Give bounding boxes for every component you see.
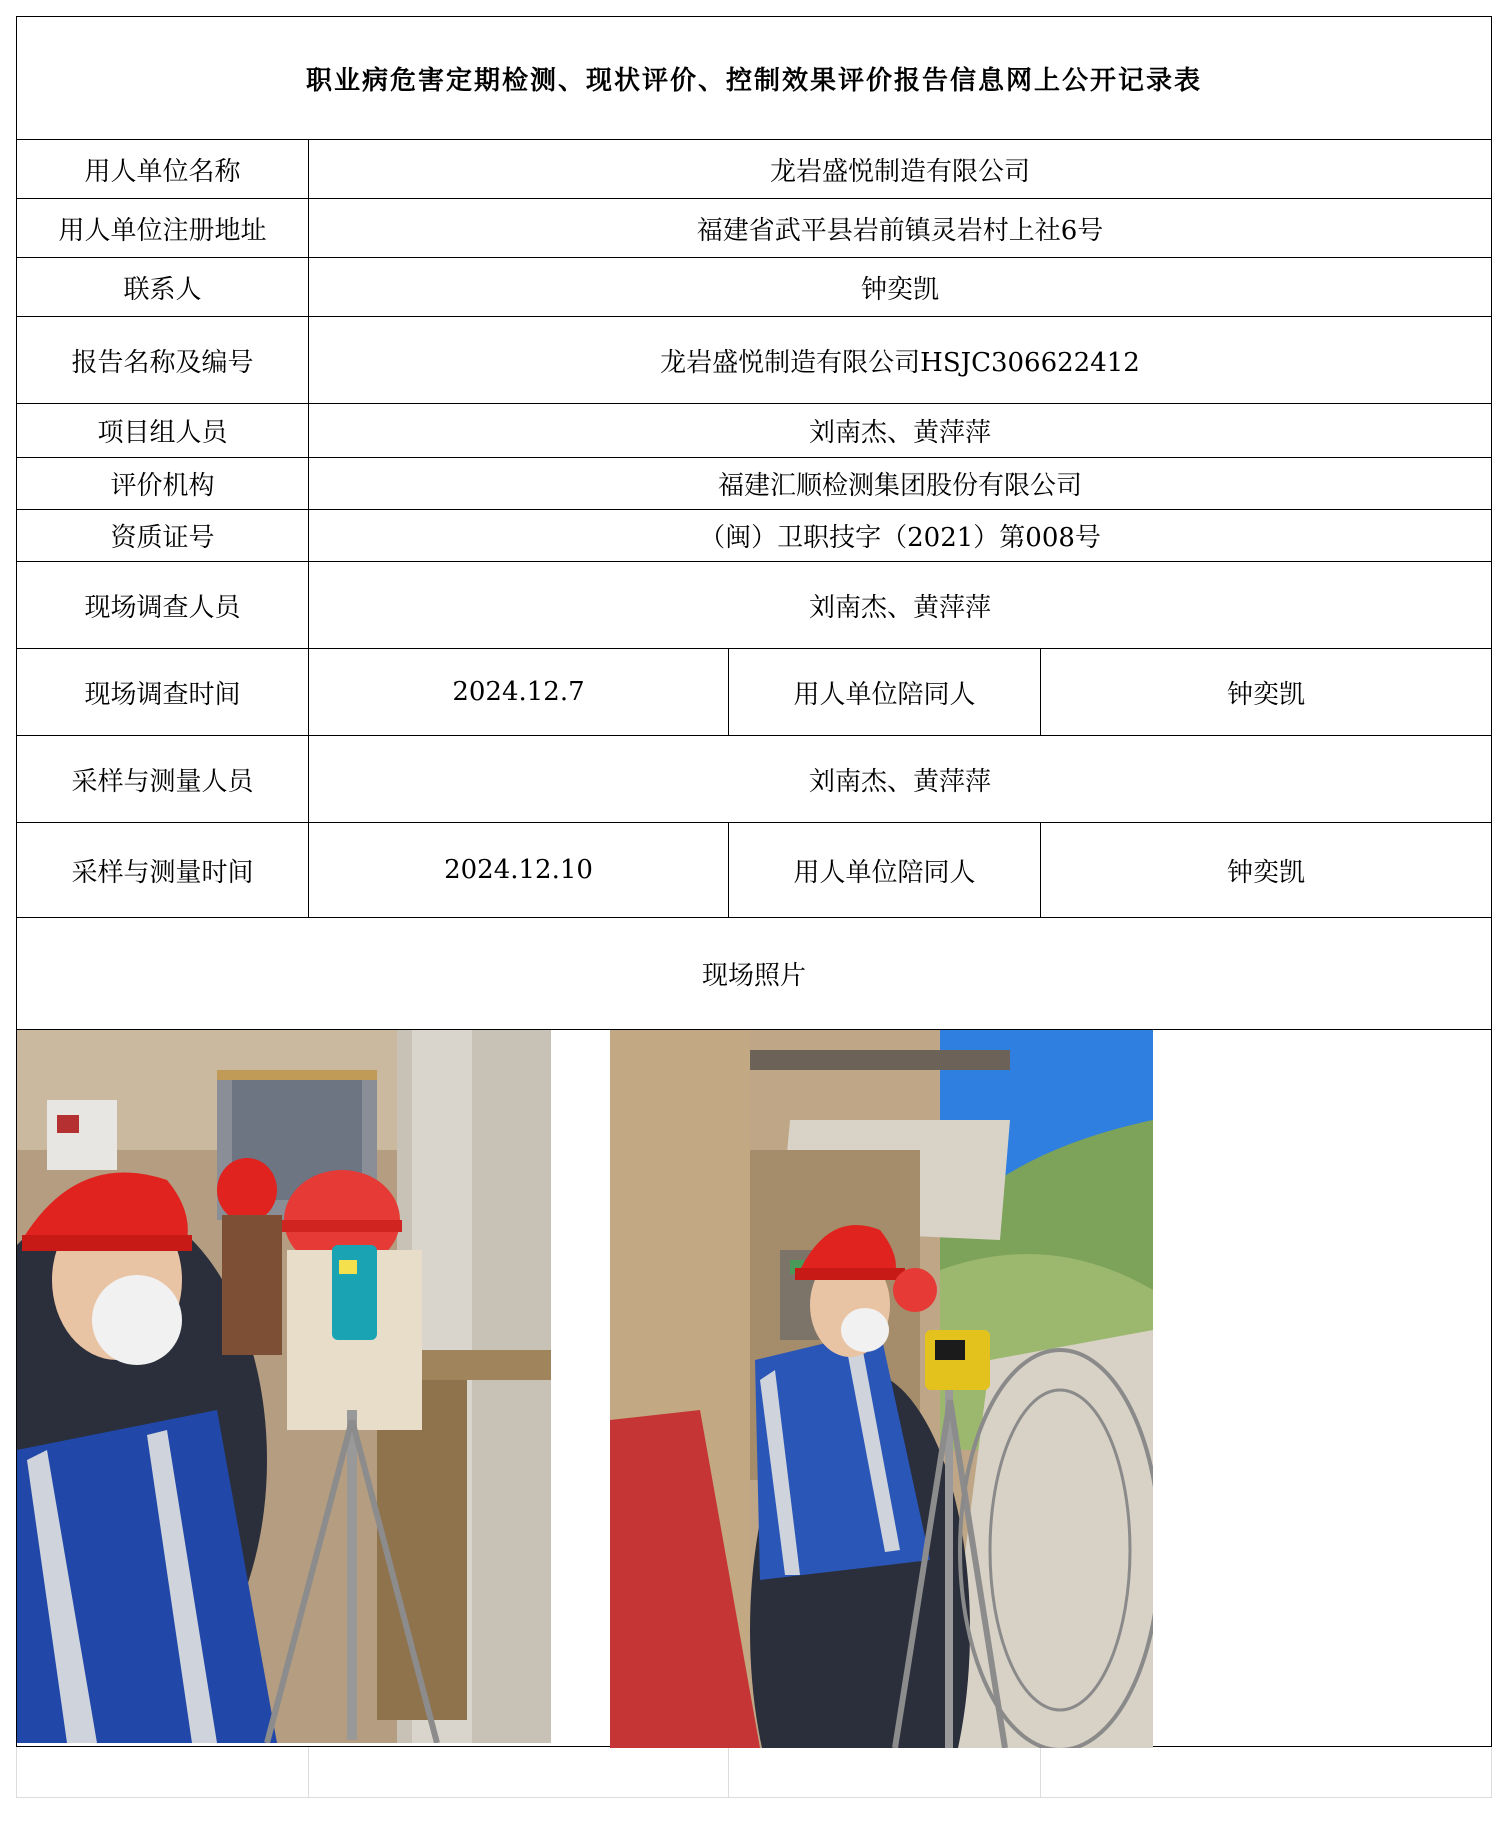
value-sampling-staff: 刘南杰、黄萍萍 <box>309 736 1492 823</box>
row-project-team <box>17 404 1492 458</box>
row-employer-address <box>17 199 1492 258</box>
value-survey-staff: 刘南杰、黄萍萍 <box>309 562 1492 649</box>
record-table <box>16 16 1492 1798</box>
row-bottom-empty <box>17 1747 1492 1798</box>
site-photo-1 <box>17 1030 551 1743</box>
row-report <box>17 317 1492 404</box>
row-agency <box>17 458 1492 510</box>
row-sampling-staff <box>17 736 1492 823</box>
site-photo-2 <box>610 1030 1153 1748</box>
value-sampling-companion: 钟奕凯 <box>1041 823 1492 918</box>
value-sampling-time: 2024.12.10 <box>309 823 729 918</box>
row-photos <box>17 1030 1492 1747</box>
label-project-team: 项目组人员 <box>17 404 309 458</box>
label-survey-staff: 现场调查人员 <box>17 562 309 649</box>
label-employer-name: 用人单位名称 <box>17 140 309 199</box>
label-survey-time: 现场调查时间 <box>17 649 309 736</box>
empty-cell-3 <box>729 1747 1041 1798</box>
value-survey-time: 2024.12.7 <box>309 649 729 736</box>
label-employer-address: 用人单位注册地址 <box>17 199 309 258</box>
value-employer-name: 龙岩盛悦制造有限公司 <box>309 140 1492 199</box>
label-sampling-staff: 采样与测量人员 <box>17 736 309 823</box>
empty-cell-4 <box>1041 1747 1492 1798</box>
label-survey-companion: 用人单位陪同人 <box>729 649 1041 736</box>
page-title: 职业病危害定期检测、现状评价、控制效果评价报告信息网上公开记录表 <box>17 17 1492 140</box>
value-agency: 福建汇顺检测集团股份有限公司 <box>309 458 1492 510</box>
empty-cell-1 <box>17 1747 309 1798</box>
value-employer-address: 福建省武平县岩前镇灵岩村上社6号 <box>309 199 1492 258</box>
label-sampling-companion: 用人单位陪同人 <box>729 823 1041 918</box>
value-report: 龙岩盛悦制造有限公司HSJC306622412 <box>309 317 1492 404</box>
row-survey-time <box>17 649 1492 736</box>
row-survey-staff <box>17 562 1492 649</box>
value-qualification: （闽）卫职技字（2021）第008号 <box>309 510 1492 562</box>
empty-cell-2 <box>309 1747 729 1798</box>
value-contact: 钟奕凯 <box>309 258 1492 317</box>
row-qualification <box>17 510 1492 562</box>
label-qualification: 资质证号 <box>17 510 309 562</box>
photos-cell <box>17 1030 1492 1747</box>
site-photo-2-image <box>610 1030 1153 1748</box>
row-sampling-time <box>17 823 1492 918</box>
photos-label: 现场照片 <box>17 918 1492 1030</box>
value-project-team: 刘南杰、黄萍萍 <box>309 404 1492 458</box>
value-survey-companion: 钟奕凯 <box>1041 649 1492 736</box>
label-agency: 评价机构 <box>17 458 309 510</box>
photos-area <box>17 1030 1491 1746</box>
row-contact <box>17 258 1492 317</box>
row-photos-label <box>17 918 1492 1030</box>
row-employer-name <box>17 140 1492 199</box>
record-sheet <box>16 16 1491 1822</box>
label-report: 报告名称及编号 <box>17 317 309 404</box>
label-sampling-time: 采样与测量时间 <box>17 823 309 918</box>
site-photo-1-image <box>17 1030 551 1743</box>
label-contact: 联系人 <box>17 258 309 317</box>
